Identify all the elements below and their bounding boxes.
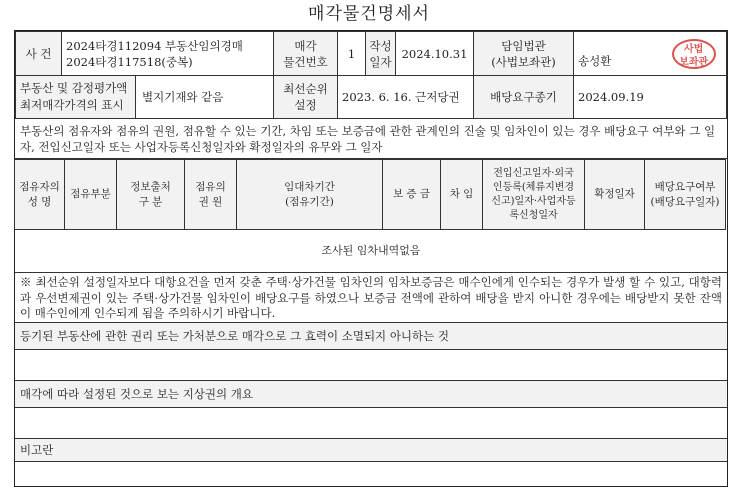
no-records-text: 조사된 임차내역없음 [321,244,421,257]
case-numbers [62,32,274,76]
case-number-secondary: 2024타경117518(중복) [66,54,193,69]
judge-name: 송성환 [578,53,612,68]
superficies-body [15,408,727,439]
col-occupant-name: 점유자의 성 명 [15,160,65,230]
priority-value: 2023. 6. 16. 근저당권 [338,76,474,119]
judge-label: 담임법관 (사법보좌관) [474,32,574,76]
item-no-value: 1 [338,32,366,76]
col-lease-period: 임대차기간 (점유기간) [237,160,383,230]
col-move-in-date: 전입신고일자·외국 인등록(체류지변경 신고)일자·사업자등 록신청일자 [483,160,585,230]
item-no-label: 매각 물건번호 [274,32,338,76]
registered-rights-header: 등기된 부동산에 관한 권리 또는 가처분으로 매각으로 그 효력이 소멸되지 아니하는 것 [15,323,727,350]
col-occupied-part: 점유부분 [65,160,117,230]
deadline-label: 배당요구종기 [474,76,574,119]
col-dividend-request: 배당요구여부 (배당요구일자) [645,160,726,230]
superficies-header: 매각에 따라 설정된 것으로 보는 지상권의 개요 [15,381,727,408]
col-deposit: 보 증 금 [383,160,441,230]
document-frame [14,30,728,487]
no-records-row [15,230,727,273]
col-occupancy-right: 점유의 권 원 [185,160,237,230]
page-title: 매각물건명세서 [308,4,430,24]
property-label: 부동산 및 감정평가액 최저매각가격의 표시 [16,76,136,118]
priority-label: 최선순위 설정 [274,76,338,119]
written-date-value: 2024.10.31 [396,32,474,76]
written-date-label: 작성 일자 [366,32,396,76]
remarks-body [15,462,727,486]
case-label: 사 건 [16,32,62,76]
registered-rights-body [15,350,727,381]
col-rent: 차 임 [441,160,483,230]
col-info-source: 정보출처 구 분 [117,160,185,230]
case-number-primary: 2024타경112094 부동산임의경매 [66,38,243,53]
occupancy-header: 부동산의 점유자와 점유의 권원, 점유할 수 있는 기간, 차임 또는 보증금에 관한 관계인의 진술 및 임차인이 있는 경우 배당요구 여부와 그 일자, 전입신고일자 또는 사업자등록신청일자와 확정일자의 유무와 그 일자 [15,119,727,159]
col-fixed-date: 확정일자 [585,160,645,230]
official-seal: 사법 보좌관 [672,39,716,69]
case-info-table [15,31,727,119]
notice-paragraph: ※ 최선순위 설정일자보다 대항요건을 먼저 갖춘 주택·상가건물 임차인의 임차보증금은 매수인에게 인수되는 경우가 발생 할 수 있고, 대항력과 우선변제권이 있는 주택·상가건물 임차인이 배당요구를 하였으나 보증금 전액에 관하여 배당을 받지 아니한 경우에는 배당받지 못한 잔액이 매수인에게 인수되게 됨을 주의하시기 바랍니다. [15,273,727,323]
property-value: 별지기재와 같음 [142,90,224,104]
property-label-cell [16,76,274,119]
remarks-header: 비고란 [15,439,727,462]
deadline-value: 2024.09.19 [574,76,727,119]
occupant-table [14,159,726,230]
judge-cell [574,32,727,76]
